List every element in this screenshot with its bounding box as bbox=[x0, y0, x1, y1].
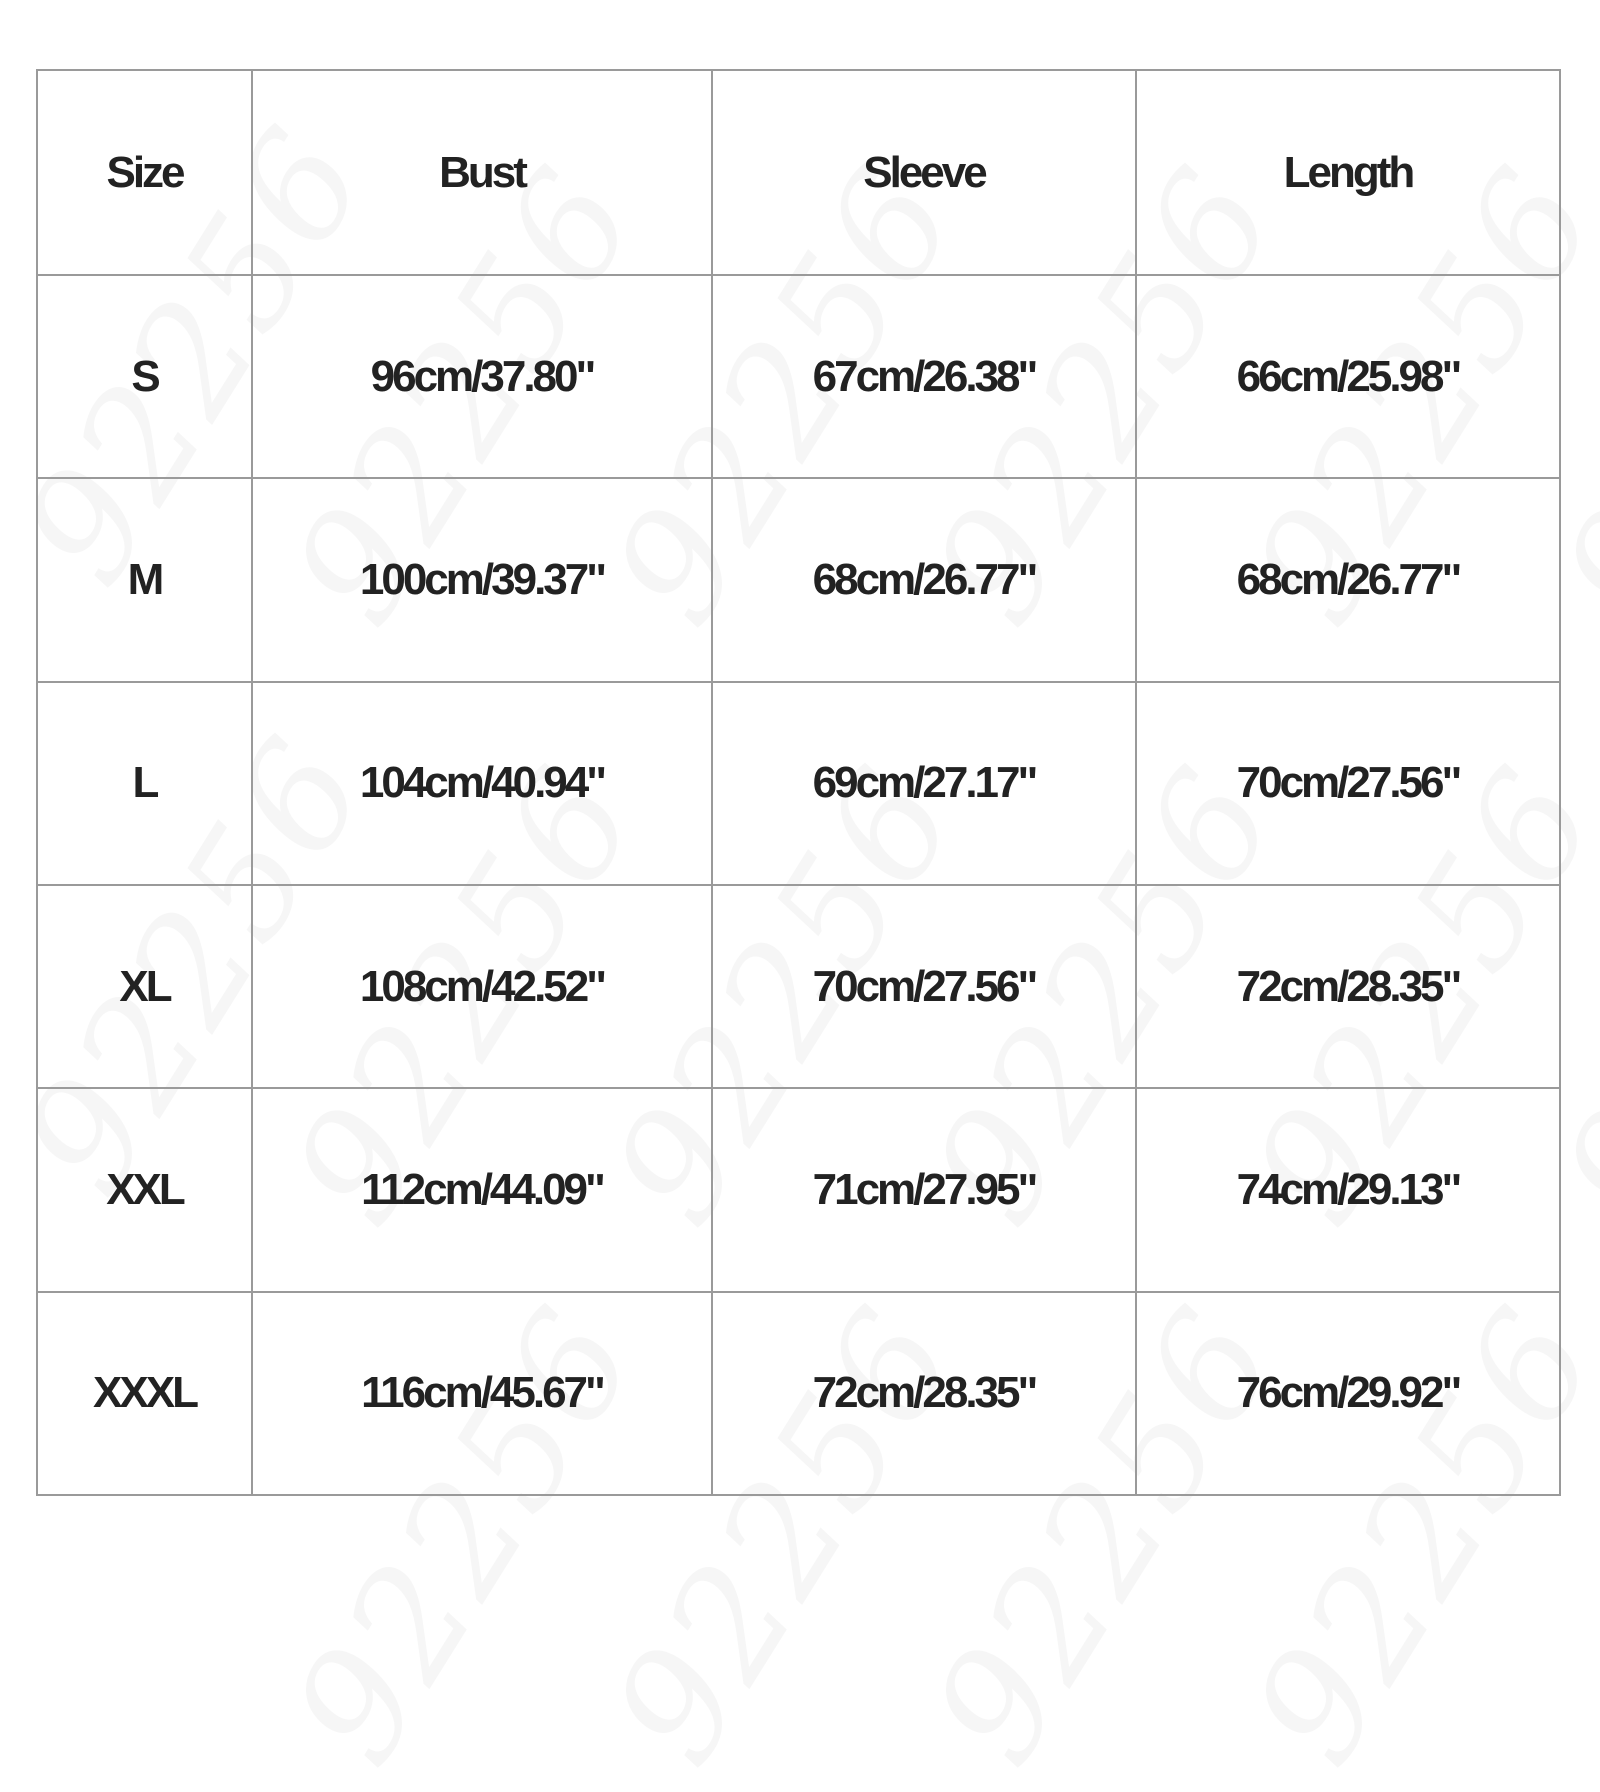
table-body bbox=[37, 275, 1560, 1495]
cell-size: XL bbox=[37, 885, 252, 1088]
table-header bbox=[37, 70, 1560, 275]
cell-size: S bbox=[37, 275, 252, 478]
header-size: Size bbox=[37, 70, 252, 275]
cell-size: M bbox=[37, 478, 252, 681]
table-row bbox=[37, 275, 1560, 478]
table-row bbox=[37, 682, 1560, 885]
cell-sleeve: 72cm/28.35" bbox=[712, 1292, 1136, 1495]
table-row bbox=[37, 885, 1560, 1088]
cell-bust: 112cm/44.09" bbox=[252, 1088, 712, 1291]
header-length: Length bbox=[1136, 70, 1560, 275]
cell-bust: 108cm/42.52" bbox=[252, 885, 712, 1088]
table-row bbox=[37, 1292, 1560, 1495]
cell-size: L bbox=[37, 682, 252, 885]
cell-length: 72cm/28.35" bbox=[1136, 885, 1560, 1088]
cell-bust: 104cm/40.94" bbox=[252, 682, 712, 885]
cell-length: 66cm/25.98" bbox=[1136, 275, 1560, 478]
cell-bust: 100cm/39.37" bbox=[252, 478, 712, 681]
table-row bbox=[37, 1088, 1560, 1291]
cell-bust: 116cm/45.67" bbox=[252, 1292, 712, 1495]
cell-sleeve: 68cm/26.77" bbox=[712, 478, 1136, 681]
size-chart-table bbox=[36, 69, 1561, 1496]
cell-sleeve: 71cm/27.95" bbox=[712, 1088, 1136, 1291]
cell-sleeve: 69cm/27.17" bbox=[712, 682, 1136, 885]
cell-bust: 96cm/37.80" bbox=[252, 275, 712, 478]
cell-length: 70cm/27.56" bbox=[1136, 682, 1560, 885]
table-row bbox=[37, 478, 1560, 681]
cell-length: 74cm/29.13" bbox=[1136, 1088, 1560, 1291]
cell-length: 68cm/26.77" bbox=[1136, 478, 1560, 681]
cell-sleeve: 67cm/26.38" bbox=[712, 275, 1136, 478]
cell-length: 76cm/29.92" bbox=[1136, 1292, 1560, 1495]
header-bust: Bust bbox=[252, 70, 712, 275]
header-sleeve: Sleeve bbox=[712, 70, 1136, 275]
cell-size: XXL bbox=[37, 1088, 252, 1291]
cell-sleeve: 70cm/27.56" bbox=[712, 885, 1136, 1088]
cell-size: XXXL bbox=[37, 1292, 252, 1495]
header-row bbox=[37, 70, 1560, 275]
